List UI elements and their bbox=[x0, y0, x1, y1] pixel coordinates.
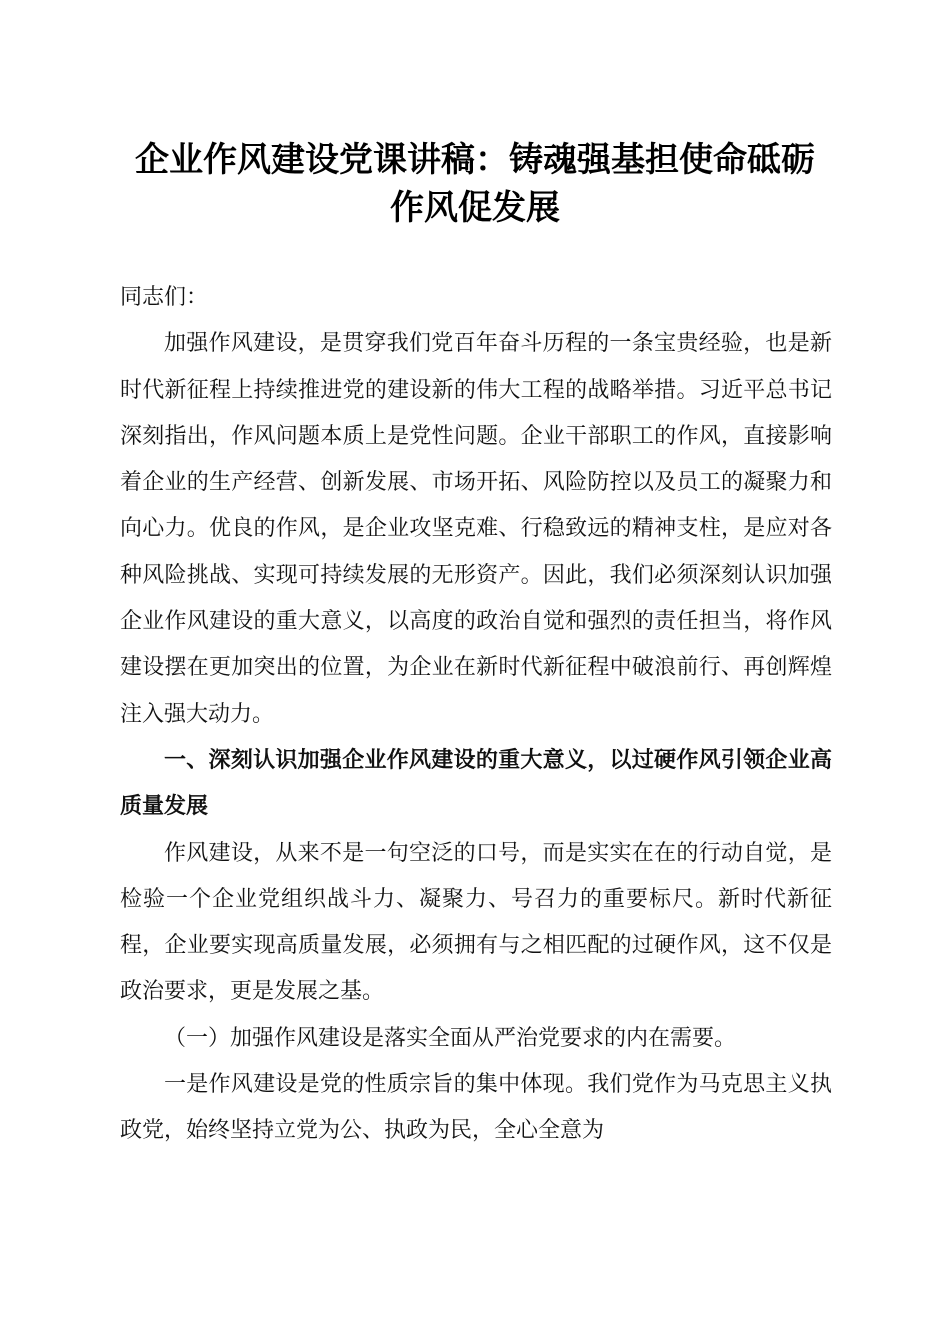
subsection-heading-1: （一）加强作风建设是落实全面从严治党要求的内在需要。 bbox=[164, 1025, 737, 1051]
paragraph-section-1: 作风建设，从来不是一句空泛的口号，而是实实在在的行动自觉，是检验一个企业党组织战斗力、凝聚力、号召力的重要标尺。新时代新征程，企业要实现高质量发展，必须拥有与之相匹配的过硬作风，这不仅是政治要求，更是发展之基。 bbox=[120, 840, 832, 1005]
document-title bbox=[100, 136, 850, 232]
salutation: 同志们： bbox=[120, 285, 209, 310]
section-heading-1: 一、深刻认识加强企业作风建设的重大意义，以过硬作风引领企业高质量发展 bbox=[120, 747, 832, 820]
title-line-2: 作风促发展 bbox=[390, 188, 560, 228]
paragraph-intro: 加强作风建设，是贯穿我们党百年奋斗历程的一条宝贵经验，也是新时代新征程上持续推进党的建设新的伟大工程的战略举措。习近平总书记深刻指出，作风问题本质上是党性问题。企业干部职工的作风，直接影响着企业的生产经营、创新发展、市场开拓、风险防控以及员工的凝聚力和向心力。优良的作风，是企业攻坚克难、行稳致远的精神支柱，是应对各种风险挑战、实现可持续发展的无形资产。因此，我们必须深刻认识加强企业作风建设的重大意义，以高度的政治自觉和强烈的责任担当，将作风建设摆在更加突出的位置，为企业在新时代新征程中破浪前行、再创辉煌注入强大动力。 bbox=[120, 331, 832, 727]
paragraph-point-1: 一是作风建设是党的性质宗旨的集中体现。我们党作为马克思主义执政党，始终坚持立党为公、执政为民，全心全意为 bbox=[120, 1072, 832, 1144]
title-line-1: 企业作风建设党课讲稿：铸魂强基担使命砥砺 bbox=[135, 140, 815, 180]
document-body bbox=[120, 275, 832, 1155]
